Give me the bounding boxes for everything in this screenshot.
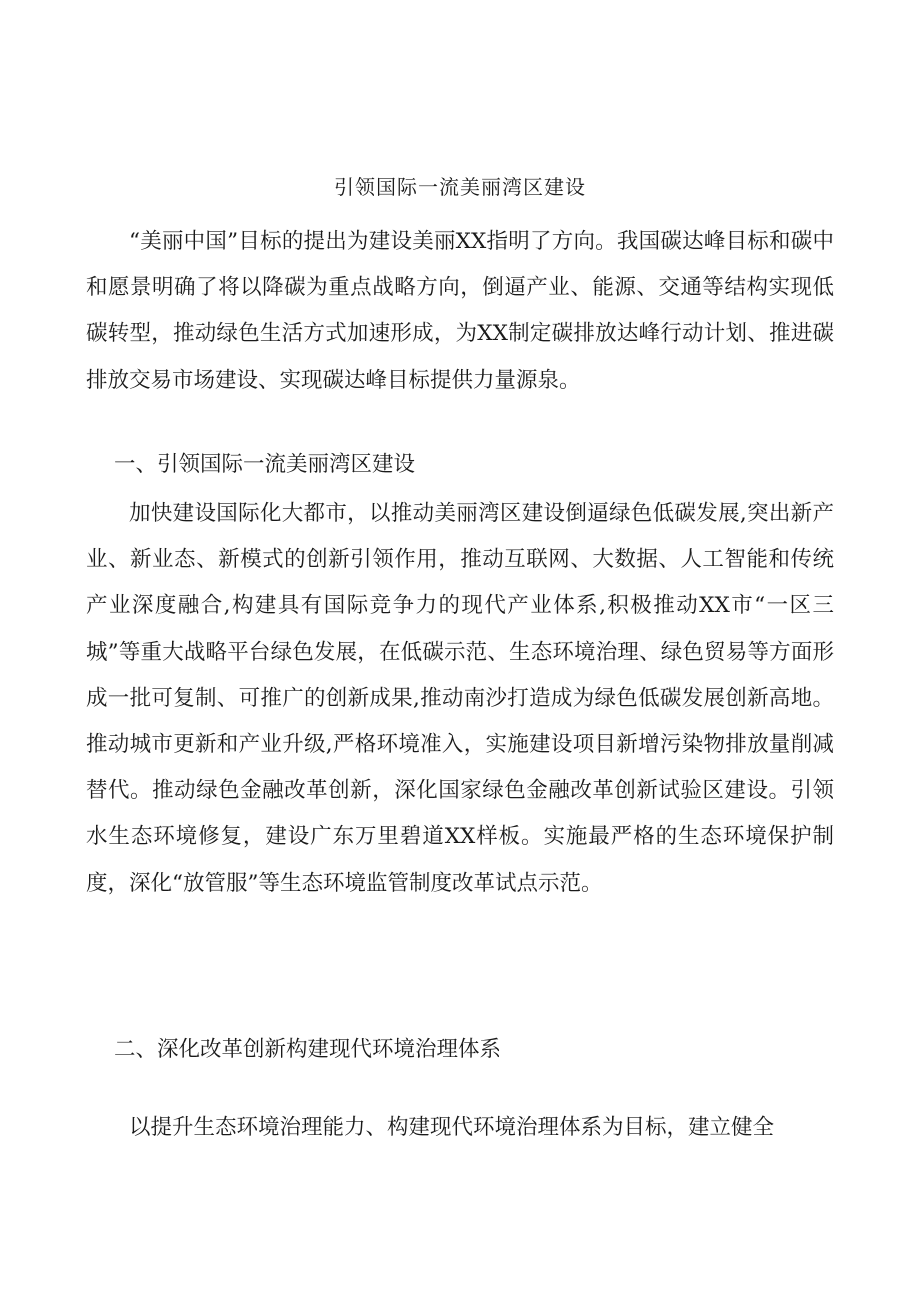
document-title: 引领国际一流美丽湾区建设: [334, 175, 586, 199]
section-body-2: 以提升生态环境治理能力、构建现代环境治理体系为目标，建立健全: [129, 1115, 775, 1140]
section-body-1: 加快建设国际化大都市，以推动美丽湾区建设倒逼绿色低碳发展,突出新产业、新业态、新模式的创新引领作用，推动互联网、大数据、人工智能和传统产业深度融合,构建具有国际竞争力的现代产业体系,积极推动XX市“一区三城”等重大战略平台绿色发展，在低碳示范、生态环境治理、绿色贸易等方面形成一批可复制、可推广的创新成果,推动南沙打造成为绿色低碳发展创新高地。推动城市更新和产业升级,严格环境准入，实施建设项目新增污染物排放量削减替代。推动绿色金融改革创新，深化国家绿色金融改革创新试验区建设。引领水生态环境修复，建设广东万里碧道XX样板。实施最严格的生态环境保护制度，深化“放管服”等生态环境监管制度改革试点示范。: [86, 501, 834, 896]
intro-paragraph: “美丽中国”目标的提出为建设美丽XX指明了方向。我国碳达峰目标和碳中和愿景明确了将以降碳为重点战略方向，倒逼产业、能源、交通等结构实现低碳转型，推动绿色生活方式加速形成，为XX制定碳排放达峰行动计划、推进碳排放交易市场建设、实现碳达峰目标提供力量源泉。: [86, 229, 834, 393]
section-heading-1: 一、引领国际一流美丽湾区建设: [114, 452, 416, 477]
section-heading-2: 二、深化改革创新构建现代环境治理体系: [114, 1037, 502, 1062]
